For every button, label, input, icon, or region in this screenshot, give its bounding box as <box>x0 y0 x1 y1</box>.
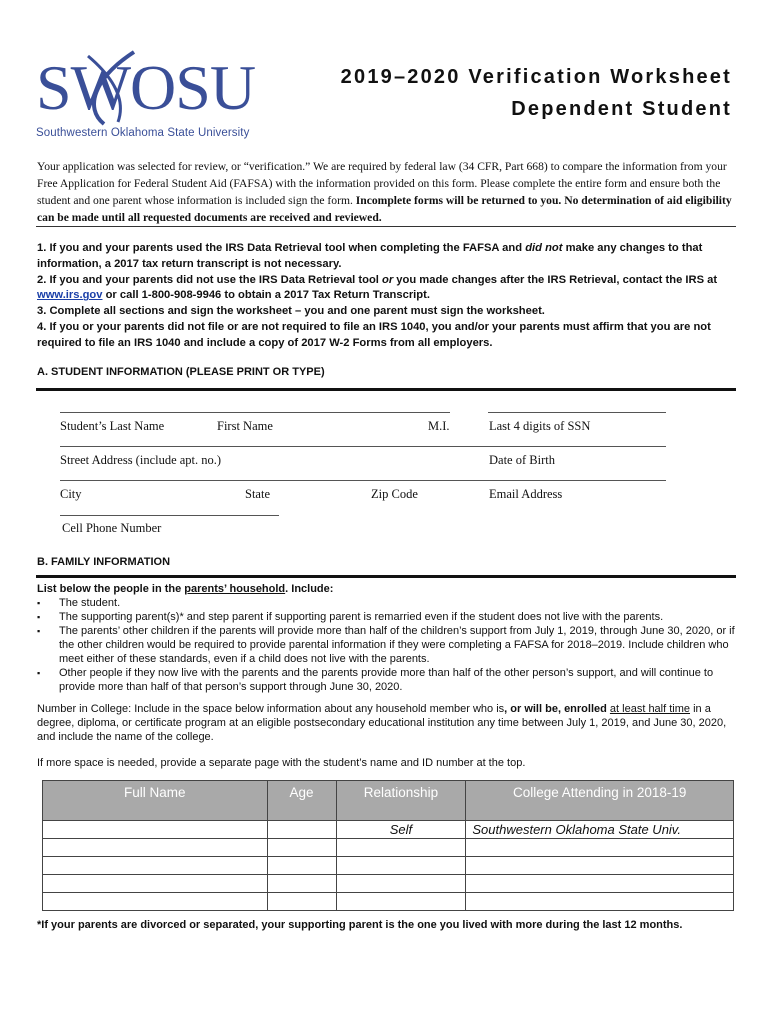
cell-college[interactable]: Southwestern Oklahoma State Univ. <box>466 821 734 839</box>
cell-college[interactable] <box>466 893 734 911</box>
section-b-title: B. FAMILY INFORMATION <box>37 556 171 568</box>
first-name-label: First Name <box>217 419 273 433</box>
cell-name[interactable] <box>43 821 268 839</box>
swosu-logo: SWOSU <box>36 52 256 123</box>
state-label: State <box>245 487 270 501</box>
section-divider <box>36 388 736 391</box>
section-a-title: A. STUDENT INFORMATION (PLEASE PRINT OR TYPE) <box>37 366 325 378</box>
last-name-field[interactable] <box>60 412 450 413</box>
street-dob-field[interactable] <box>60 446 666 447</box>
cell-name[interactable] <box>43 893 268 911</box>
family-table <box>42 780 734 911</box>
cell-age[interactable] <box>267 875 336 893</box>
table-row <box>43 821 734 839</box>
cell-college[interactable] <box>466 857 734 875</box>
instruction-4: 4. If you or your parents did not file or are not required to file an IRS 1040, you and/or your parents must affirm that you are not required to file an IRS 1040 and include a copy of 2017 W-2 Forms from all employers. <box>37 320 711 349</box>
cell-name[interactable] <box>43 839 268 857</box>
city-label: City <box>60 487 82 501</box>
cell-age[interactable] <box>267 839 336 857</box>
cell-name[interactable] <box>43 875 268 893</box>
cell-name[interactable] <box>43 857 268 875</box>
col-relationship: Relationship <box>336 781 466 821</box>
household-list <box>37 582 742 694</box>
mi-label: M.I. <box>428 419 450 433</box>
cell-age[interactable] <box>267 821 336 839</box>
last-name-label: Student’s Last Name <box>60 419 165 433</box>
page-subtitle: Dependent Student <box>511 98 732 120</box>
cell-relationship[interactable] <box>336 857 466 875</box>
city-state-zip-field[interactable] <box>60 480 666 481</box>
cell-relationship[interactable] <box>336 875 466 893</box>
table-row <box>43 857 734 875</box>
household-intro: List below the people in the parents’ household. Include: <box>37 583 334 595</box>
table-row <box>43 893 734 911</box>
ssn-field[interactable] <box>488 412 666 413</box>
dob-label: Date of Birth <box>489 453 555 467</box>
cell-relationship[interactable] <box>336 839 466 857</box>
cell-age[interactable] <box>267 857 336 875</box>
list-item: ▪ The student. <box>37 596 742 610</box>
cell-college[interactable] <box>466 875 734 893</box>
instruction-1: 1. If you and your parents used the IRS Data Retrieval tool when completing the FAFSA and did not make any changes to that information, a 2017 tax return transcript is not necessary. <box>37 242 703 270</box>
cell-relationship[interactable] <box>336 893 466 911</box>
list-item: ▪ The parents’ other children if the parents will provide more than half of the children’s support from July 1, 2019, through June 30, 2020, or if the other children would be required to provide parental information if they were completing a FAFSA for 2018–2019. Include children who meet either of these standards, even if a child does not live with the parents. <box>37 624 742 666</box>
section-divider <box>36 575 736 578</box>
instructions <box>37 241 737 352</box>
page-title: 2019–2020 Verification Worksheet <box>340 66 732 88</box>
cell-phone-field[interactable] <box>60 515 279 516</box>
cell-label: Cell Phone Number <box>62 521 162 535</box>
street-label: Street Address (include apt. no.) <box>60 453 222 467</box>
col-full-name: Full Name <box>43 781 268 821</box>
table-row <box>43 839 734 857</box>
table-row <box>43 875 734 893</box>
cell-relationship[interactable]: Self <box>336 821 466 839</box>
more-space-note: If more space is needed, provide a separate page with the student’s name and ID number at the top. <box>37 757 526 769</box>
col-age: Age <box>267 781 336 821</box>
logo-swirl-icon <box>74 48 144 128</box>
zip-label: Zip Code <box>371 487 418 501</box>
footnote: *If your parents are divorced or separated, your supporting parent is the one you lived with more during the last 12 months. <box>37 919 683 931</box>
irs-link[interactable]: www.irs.gov <box>37 289 103 302</box>
logo-subtitle: Southwestern Oklahoma State University <box>36 127 250 139</box>
instruction-2: 2. If you and your parents did not use the IRS Data Retrieval tool or you made changes after the IRS Retrieval, contact the IRS at www.irs.gov or call 1-800-908-9946 to obtain a 2017 Tax Return Transcript. <box>37 273 718 302</box>
email-label: Email Address <box>489 487 563 501</box>
list-item: ▪ The supporting parent(s)* and step parent if supporting parent is remarried even if the student does not live with the parents. <box>37 610 742 624</box>
cell-college[interactable] <box>466 839 734 857</box>
divider <box>36 226 736 227</box>
ssn-label: Last 4 digits of SSN <box>489 419 591 433</box>
cell-age[interactable] <box>267 893 336 911</box>
intro-paragraph: Your application was selected for review, or “verification.” We are required by federal law (34 CFR, Part 668) to compare the information from your Free Application for Federal Student Aid (FAFSA) with the information provided on this form. Please complete the entire form and ensure both the student and one parent whose information is included sign the form. Incomplete forms will be returned to you. No determination of aid eligibility can be made until all requested documents are received and reviewed. <box>37 160 732 224</box>
number-in-college: Number in College: Include in the space below information about any household member who is, or will be, enrolled at least half time in a degree, diploma, or certificate program at an eligible postsecondary educational institution any time between July 1, 2019, and June 30, 2020, and include the name of the college. <box>37 703 727 743</box>
col-college: College Attending in 2018-19 <box>466 781 734 821</box>
list-item: ▪ Other people if they now live with the parents and the parents provide more than half of the other person’s support, and will continue to provide more than half of that person’s support through June 30, 2020. <box>37 666 742 694</box>
instruction-3: 3. Complete all sections and sign the worksheet – you and one parent must sign the worksheet. <box>37 305 545 318</box>
